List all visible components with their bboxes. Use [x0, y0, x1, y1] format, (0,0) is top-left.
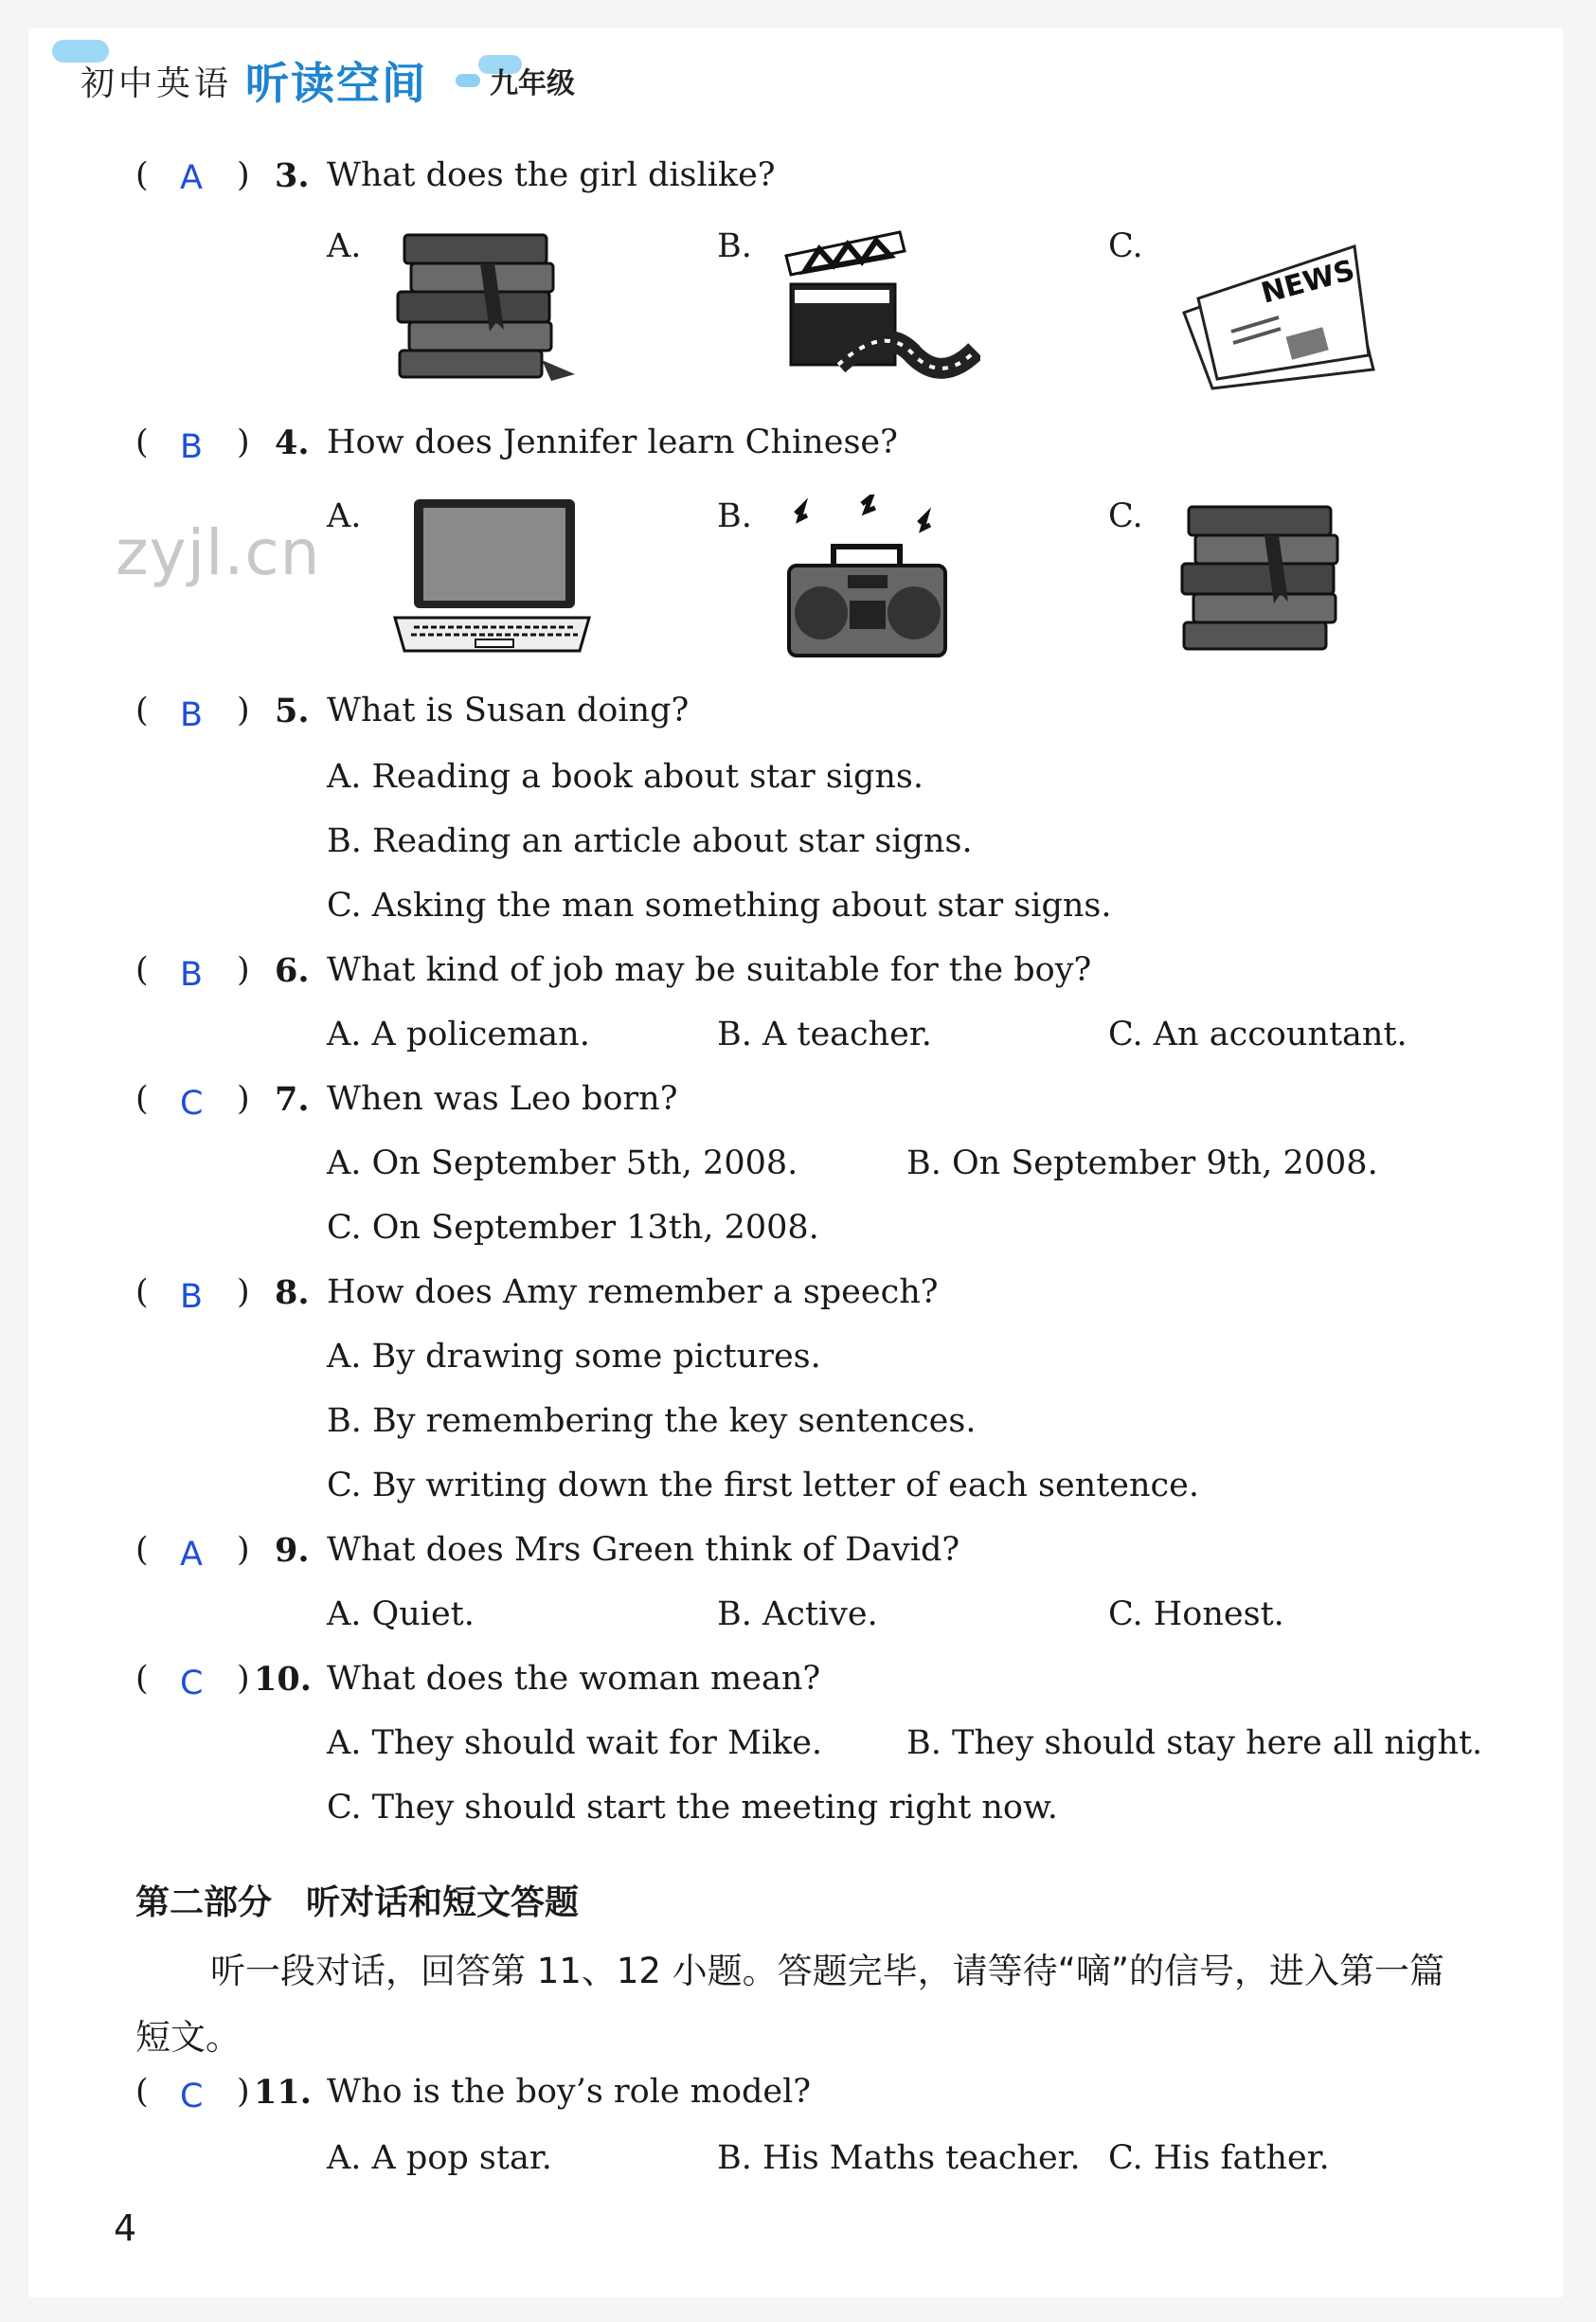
- answer-mark: B: [180, 696, 204, 734]
- paren-close: ): [237, 951, 250, 989]
- answer-mark: A: [180, 159, 203, 197]
- question-number: 5.: [275, 692, 310, 730]
- paren-close: ): [237, 2073, 250, 2111]
- question-text: How does Jennifer learn Chinese?: [327, 423, 898, 461]
- option-label: A.: [327, 497, 362, 535]
- option-label: B.: [717, 227, 752, 265]
- option: C. Asking the man something about star signs.: [327, 887, 1112, 925]
- question-text: What kind of job may be suitable for the boy?: [327, 951, 1092, 989]
- paren-close: ): [237, 1273, 250, 1311]
- answer-mark: B: [180, 1278, 204, 1316]
- option: A. On September 5th, 2008.: [327, 1144, 798, 1182]
- paren-open: (: [135, 423, 149, 461]
- page-header: [81, 52, 575, 109]
- question-text: When was Leo born?: [327, 1080, 678, 1118]
- paren-open: (: [135, 1080, 149, 1118]
- paren-open: (: [135, 1531, 149, 1569]
- question-text: What is Susan doing?: [327, 692, 690, 729]
- paren-close: ): [237, 156, 250, 194]
- option-label: A.: [327, 227, 362, 265]
- option: B. A teacher.: [717, 1016, 932, 1053]
- books-icon: [1175, 495, 1364, 660]
- news-text: NEWS: [1258, 253, 1358, 311]
- answer-mark: C: [180, 1665, 204, 1702]
- question-text: How does Amy remember a speech?: [327, 1273, 939, 1311]
- question-number: 9.: [275, 1531, 310, 1570]
- brand-logo: 听读空间: [245, 58, 428, 109]
- option: B. By remembering the key sentences.: [327, 1402, 977, 1440]
- option: C. On September 13th, 2008.: [327, 1209, 819, 1247]
- option: C. They should start the meeting right now.: [327, 1789, 1058, 1827]
- question-number: 8.: [275, 1273, 310, 1312]
- series-title: 初中英语: [81, 63, 233, 103]
- clapperboard-icon: [781, 227, 980, 388]
- option-label: B.: [717, 497, 752, 535]
- option: A. A policeman.: [327, 1016, 590, 1053]
- question-number: 4.: [275, 423, 310, 462]
- option: B. His Maths teacher.: [717, 2139, 1081, 2177]
- laptop-icon: [390, 495, 594, 660]
- page-number: 4: [114, 2207, 137, 2249]
- section-heading: 第二部分 听对话和短文答题: [135, 1883, 580, 1922]
- option: A. Reading a book about star signs.: [327, 758, 924, 796]
- header-dot-icon: [456, 74, 480, 87]
- paren-open: (: [135, 1273, 149, 1311]
- answer-mark: A: [180, 1536, 203, 1574]
- option: A. Quiet.: [327, 1595, 475, 1633]
- question-number: 3.: [275, 156, 310, 195]
- option: C. By writing down the first letter of each sentence.: [327, 1467, 1199, 1504]
- paren-open: (: [135, 2073, 149, 2111]
- paren-open: (: [135, 156, 149, 194]
- newspaper-icon: [1175, 227, 1383, 393]
- question-text: Who is the boy’s role model?: [327, 2073, 812, 2111]
- books-icon: [390, 227, 580, 388]
- paren-open: (: [135, 951, 149, 989]
- answer-mark: C: [180, 2078, 204, 2115]
- question-text: What does the girl dislike?: [327, 156, 776, 194]
- option: A. By drawing some pictures.: [327, 1338, 821, 1376]
- question-text: What does the woman mean?: [327, 1660, 821, 1698]
- option: A. A pop star.: [327, 2139, 552, 2177]
- paren-close: ): [237, 692, 250, 729]
- option: A. They should wait for Mike.: [327, 1724, 823, 1762]
- option-label: C.: [1108, 227, 1143, 265]
- question-number: 7.: [275, 1080, 310, 1119]
- paren-close: ): [237, 1660, 250, 1698]
- section-instruction: 听一段对话，回答第 11、12 小题。答题完毕，请等待“嘀”的信号，进入第一篇: [210, 1951, 1445, 1991]
- radio-icon: [781, 495, 952, 660]
- paren-close: ): [237, 423, 250, 461]
- option: C. Honest.: [1108, 1595, 1284, 1633]
- option: B. On September 9th, 2008.: [906, 1144, 1378, 1182]
- question-number: 10.: [254, 1660, 312, 1699]
- question-number: 6.: [275, 951, 310, 990]
- option: C. His father.: [1108, 2139, 1330, 2177]
- paren-close: ): [237, 1080, 250, 1118]
- option-label: C.: [1108, 497, 1143, 535]
- watermark: zyjl.cn: [116, 516, 321, 589]
- option: B. Reading an article about star signs.: [327, 822, 973, 860]
- answer-mark: B: [180, 428, 204, 466]
- paren-open: (: [135, 692, 149, 729]
- paren-close: ): [237, 1531, 250, 1569]
- answer-mark: C: [180, 1085, 204, 1123]
- option: B. They should stay here all night.: [906, 1724, 1483, 1762]
- section-instruction-continued: 短文。: [135, 2017, 241, 2058]
- question-number: 11.: [254, 2073, 312, 2112]
- grade-label: 九年级: [490, 67, 576, 100]
- option: B. Active.: [717, 1595, 878, 1633]
- option: C. An accountant.: [1108, 1016, 1408, 1053]
- answer-mark: B: [180, 956, 204, 994]
- paren-open: (: [135, 1660, 149, 1698]
- question-text: What does Mrs Green think of David?: [327, 1531, 960, 1569]
